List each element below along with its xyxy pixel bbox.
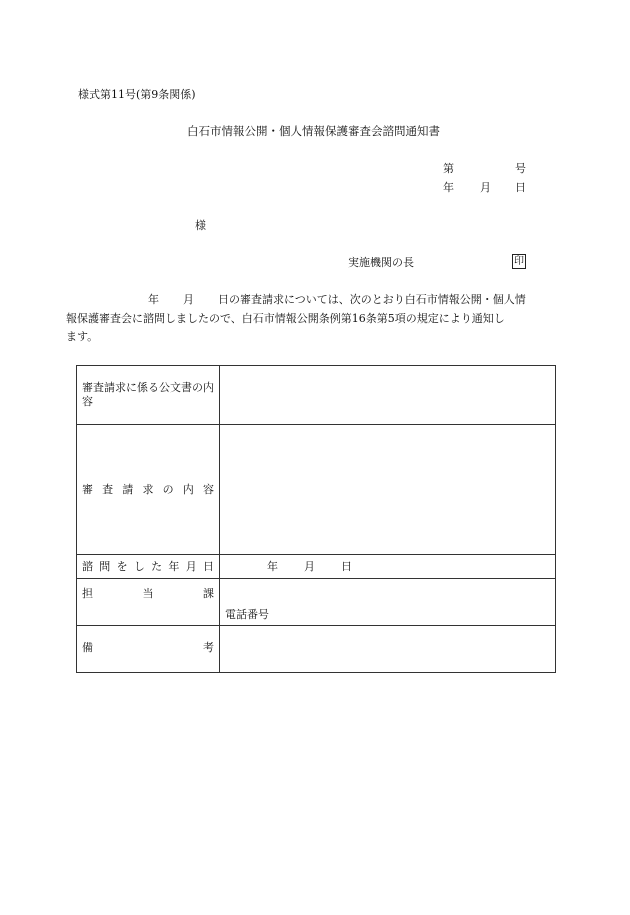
page-title: 白石市情報公開・個人情報保護審査会諮問通知書 [187,124,440,138]
table-row-request [77,425,556,555]
label-char: の [162,482,174,496]
form-number: 様式第11号(第9条関係) [78,88,196,101]
label-char: 審 [82,482,93,496]
label-char: 当 [142,587,154,600]
label-department [77,579,220,626]
sender-label: 実施機関の長 [348,256,414,269]
table-row-department [77,579,556,626]
label-request-content-chars [82,483,214,497]
label-char: た [151,559,163,573]
doc-number-prefix: 第 [443,162,454,175]
table-row-consult-date [77,555,556,579]
label-consult-date-chars [82,560,214,574]
label-char: し [133,559,145,573]
value-request-content[interactable] [220,425,556,555]
notice-line-1 [78,291,556,310]
table-row-document [77,366,556,425]
label-char: 備 [82,641,93,654]
label-document-content: 審査請求に係る公文書の内容 [77,366,220,425]
notice-year: 年 [148,293,159,306]
label-char: 問 [99,559,111,573]
doc-number-suffix: 号 [515,162,526,175]
label-char: 求 [142,482,154,496]
table-row-remarks [77,626,556,673]
phone-number-label: 電話番号 [225,608,269,621]
label-char: 日 [202,559,214,573]
label-char: 担 [82,587,93,600]
label-char: 請 [122,482,134,496]
label-char: 年 [168,559,180,573]
notice-line-1-rest: 日の審査請求については、次のとおり白石市情報公開・個人情 [218,293,526,306]
label-consult-date [77,555,220,579]
label-char: 考 [203,641,214,654]
addressee-suffix: 様 [195,219,206,232]
value-document-content[interactable] [220,366,556,425]
consult-month: 月 [304,559,315,573]
notice-line-2: 報保護審査会に諮問しましたので、白石市情報公開条例第16条第5項の規定により通知し [66,311,505,325]
label-char: を [116,559,128,573]
label-char: 諮 [82,559,93,573]
date-year: 年 [443,181,454,194]
value-consult-date[interactable] [220,555,556,579]
label-remarks-chars [82,641,214,655]
date-month: 月 [480,181,491,194]
date-day: 日 [515,181,526,194]
notice-line-3: ます。 [66,330,99,343]
form-table [76,365,556,673]
seal-mark: 印 [514,256,524,267]
label-department-chars [82,587,214,601]
label-remarks [77,626,220,673]
label-char: 月 [185,559,197,573]
value-remarks[interactable] [220,626,556,673]
consult-year: 年 [267,559,278,573]
consult-day: 日 [341,559,352,573]
label-request-content [77,425,220,555]
label-char: 課 [203,587,214,600]
notice-month: 月 [183,293,194,306]
value-department[interactable] [220,579,556,626]
label-char: 査 [102,482,114,496]
label-char: 内 [182,482,194,496]
label-char: 容 [202,482,214,496]
notice-body [66,291,556,347]
